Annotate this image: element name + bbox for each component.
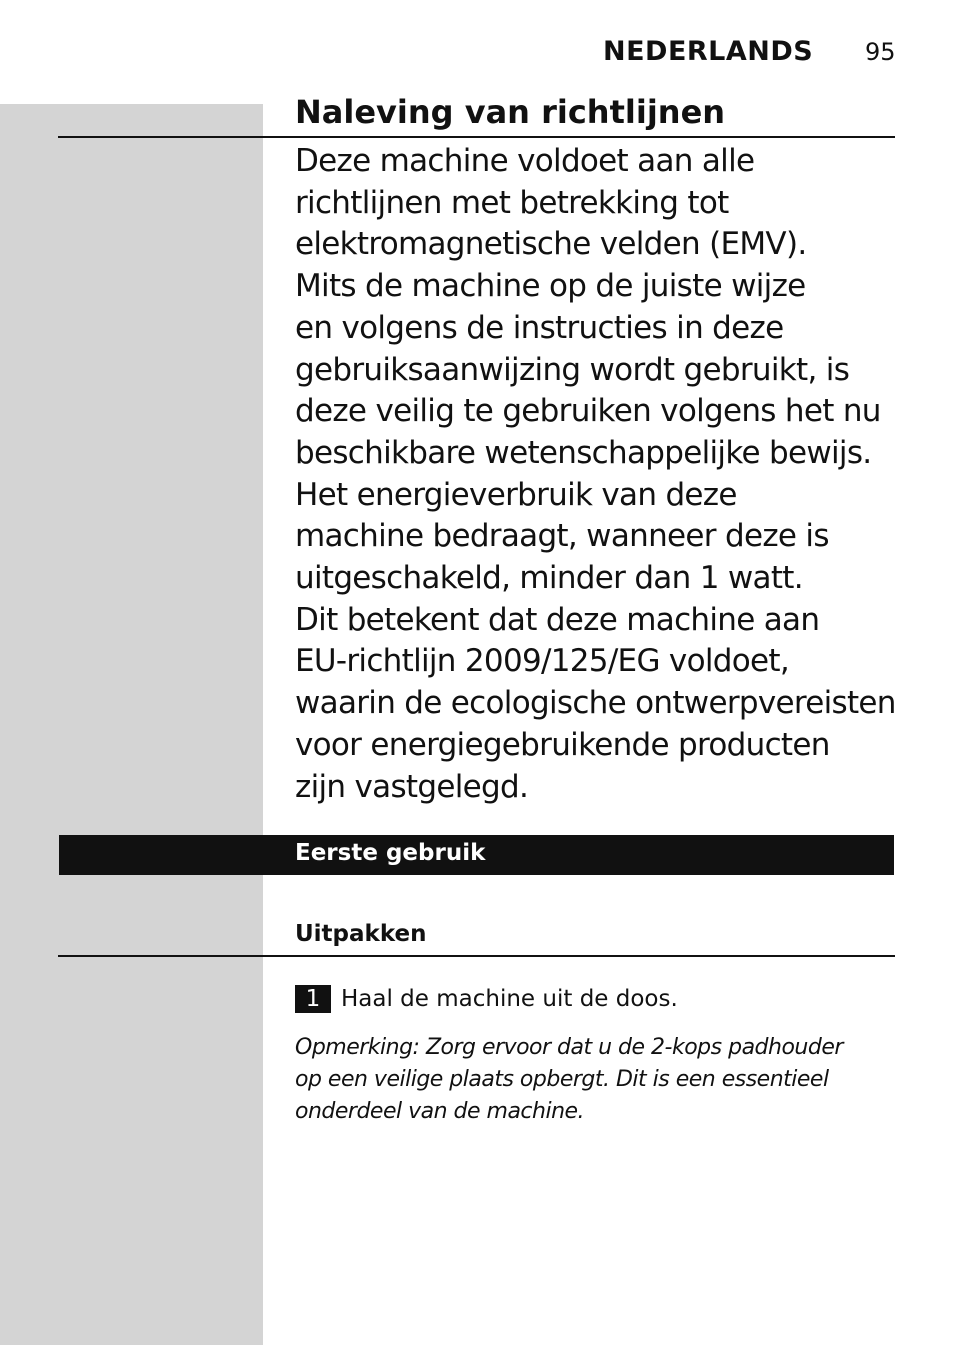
step-item	[295, 985, 678, 1013]
body-line: richtlijnen met betrekking tot	[295, 184, 729, 221]
section-title-first-use: Eerste gebruik	[295, 840, 486, 866]
note-line: onderdeel van de machine.	[295, 1099, 585, 1124]
title-divider	[58, 136, 895, 138]
body-line: EU-richtlijn 2009/125/EG voldoet,	[295, 643, 789, 680]
body-line: uitgeschakeld, minder dan 1 watt.	[295, 560, 803, 597]
sidebar-band	[0, 104, 263, 1345]
body-line: beschikbare wetenschappelijke bewijs.	[295, 434, 872, 471]
body-line: machine bedraagt, wanneer deze is	[295, 518, 829, 555]
language-header: NEDERLANDS	[603, 36, 814, 67]
body-line: Het energieverbruik van deze	[295, 476, 737, 513]
note-line: op een veilige plaats opbergt. Dit is een essentieel	[295, 1067, 829, 1092]
body-line: Deze machine voldoet aan alle	[295, 143, 755, 179]
step-text: Haal de machine uit de doos.	[341, 986, 678, 1012]
subsection-title-unpacking: Uitpakken	[295, 921, 427, 947]
body-line: en volgens de instructies in deze	[295, 309, 784, 346]
step-number-badge: 1	[295, 985, 331, 1013]
note-text	[295, 1032, 885, 1128]
subsection-divider	[58, 955, 895, 957]
body-line: deze veilig te gebruiken volgens het nu	[295, 393, 881, 430]
body-line: elektromagnetische velden (EMV).	[295, 226, 807, 263]
compliance-body	[295, 141, 905, 808]
body-line: Mits de machine op de juiste wijze	[295, 268, 806, 305]
body-line: voor energiegebruikende producten	[295, 726, 830, 763]
body-line: Dit betekent dat deze machine aan	[295, 601, 820, 638]
section-title-compliance: Naleving van richtlijnen	[295, 93, 726, 131]
body-line: waarin de ecologische ontwerpvereisten	[295, 685, 896, 722]
page-number: 95	[865, 38, 896, 66]
note-line: Opmerking: Zorg ervoor dat u de 2-kops padhouder	[295, 1035, 843, 1060]
body-line: gebruiksaanwijzing wordt gebruikt, is	[295, 351, 850, 388]
body-line: zijn vastgelegd.	[295, 768, 529, 805]
